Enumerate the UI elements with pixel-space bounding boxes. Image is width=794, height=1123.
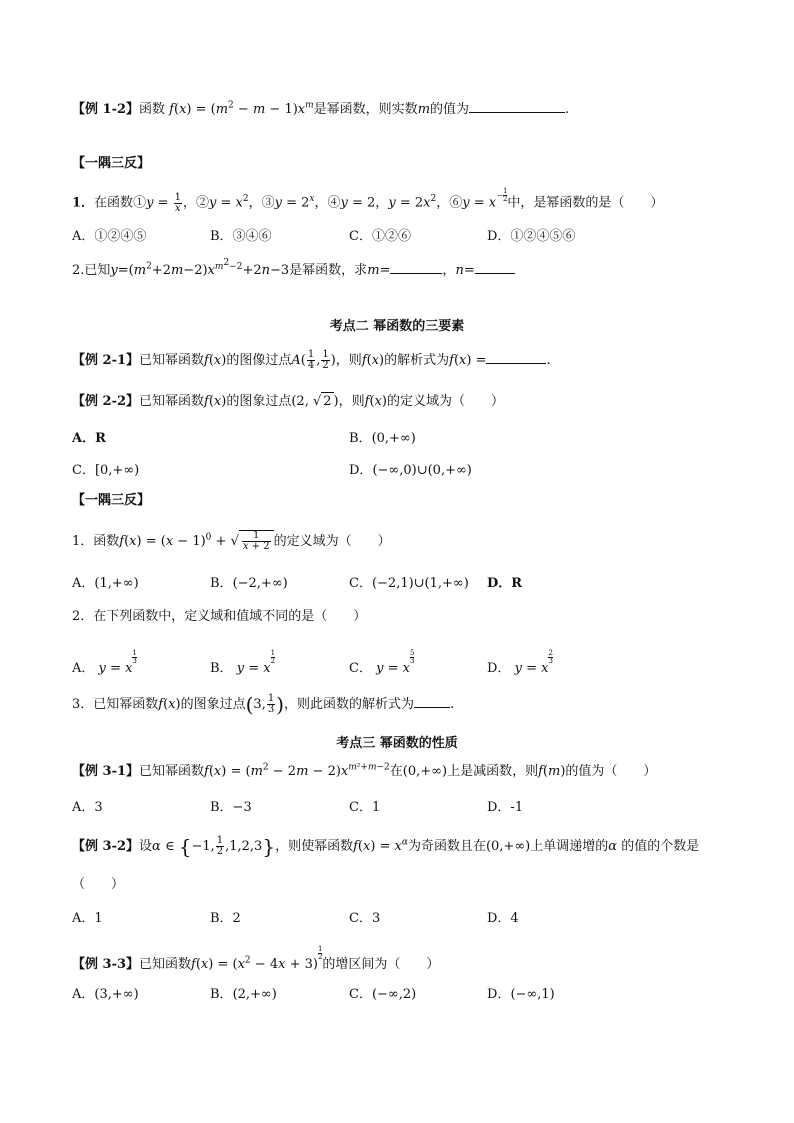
option-d[interactable]: D．(−∞,1) (487, 987, 555, 1002)
option-a[interactable]: A．(1,+∞) (72, 576, 139, 591)
option-c[interactable]: C．1 (349, 800, 381, 815)
answer-blank-m[interactable] (390, 261, 442, 274)
option-b[interactable]: B．2 (210, 911, 241, 926)
option-c[interactable]: C．①②⑥ (349, 229, 411, 244)
example-3-3: 【例 3-3】已知函数$f(x) = (x^2 - 4x + 3)$ $\frac{1}{2}$ 的增区间为（ ） (72, 945, 440, 972)
question-2: 2．在下列函数中，定义域和值域不同的是（ ） (72, 609, 367, 624)
example-1-2: 【例 1-2】函数 $f(x) = (m^2 - m - 1)x^m$是幂函数，则实数m的值为 . (72, 100, 570, 117)
section-title: 考点二 幂函数的三要素 (329, 319, 465, 334)
option-a[interactable]: A．①②④⑤ (72, 229, 147, 244)
option-c[interactable]: C．(−2,1)∪(1,+∞) (349, 576, 469, 591)
option-a[interactable]: A．3 (72, 800, 103, 815)
option-c[interactable]: C．[0,+∞) (72, 463, 140, 478)
option-b[interactable]: B．③④⑥ (210, 229, 272, 244)
option-c[interactable]: C．3 (349, 911, 381, 926)
section-title: 考点三 幂函数的性质 (336, 736, 458, 751)
option-c[interactable]: C．(−∞,2) (349, 987, 417, 1002)
option-b[interactable]: B．(−2,+∞) (210, 576, 288, 591)
option-d[interactable]: D．R (487, 576, 523, 591)
question-2: 2.已知$y=(m^2+2m-2)x^{m^2-2}+2n-3$是幂函数，求m= ，n= (72, 261, 515, 280)
question-1: 1．在函数①y = $\frac{1}{x}$ ，②y = $x^2$，③y = $2^x$，④y = 2，$y = 2x^2$，⑥y = x− $\frac{1}{2}$ 中，是幂函数的是（ ） (72, 187, 664, 214)
example-3-2: 【例 3-2】设α ∈ {−1, $\frac{1}{2}$ ,1,2,3}，则使幂函数$f(x) = x^\alpha$为奇函数且在(0,+∞)上单调递增的α 的值的个数是 (72, 834, 700, 859)
option-a[interactable]: A． y = x $\frac{1}{3}$ (72, 649, 137, 676)
option-b[interactable]: B．(2,+∞) (210, 987, 277, 1002)
option-b[interactable]: B． y = x $\frac{1}{2}$ (210, 649, 276, 676)
option-d[interactable]: D．①②④⑤⑥ (487, 229, 576, 244)
option-a[interactable]: A．(3,+∞) (72, 987, 139, 1002)
answer-blank[interactable] (414, 695, 450, 708)
option-b[interactable]: B．−3 (210, 800, 252, 815)
answer-blank-n[interactable] (475, 261, 515, 274)
section-heading: 【一隅三反】 (72, 156, 151, 171)
example-tag: 【例 1-2】 (72, 102, 140, 117)
question-1: 1．函数$f(x) = (x - 1)^0$ + √ $\frac{1}{x + 2}$ 的定义域为（ ） (72, 530, 391, 552)
option-d[interactable]: D．(−∞,0)∪(0,+∞) (349, 463, 472, 478)
example-3-1: 【例 3-1】已知幂函数$f(x) = (m^2 - 2m - 2)x^{m^2+m-2}$在(0,+∞)上是减函数，则f(m)的值为（ ） (72, 762, 657, 779)
option-c[interactable]: C． y = x $\frac{5}{3}$ (349, 649, 415, 676)
answer-blank[interactable] (469, 100, 565, 113)
example-2-1: 【例 2-1】已知幂函数f(x)的图像过点A( $\frac{1}{4}$ , $\frac{1}{2}$ )，则f(x)的解析式为f(x) = . (72, 349, 551, 371)
option-b[interactable]: B．(0,+∞) (349, 431, 416, 446)
option-d[interactable]: D．4 (487, 911, 519, 926)
answer-blank[interactable] (486, 351, 546, 364)
option-a[interactable]: A．R (72, 431, 106, 446)
option-a[interactable]: A．1 (72, 911, 103, 926)
answer-paren: （ ） (72, 877, 125, 892)
option-d[interactable]: D．-1 (487, 800, 524, 815)
section-heading: 【一隅三反】 (72, 493, 151, 508)
question-3: 3．已知幂函数f(x)的图象过点(3, $\frac{1}{3}$ )，则此函数的解析式为 . (72, 692, 455, 717)
option-d[interactable]: D． y = x $\frac{2}{3}$ (487, 649, 553, 676)
example-2-2: 【例 2-2】已知幂函数f(x)的图象过点(2, √ 2 )，则f(x)的定义域为（ ） (72, 394, 504, 409)
